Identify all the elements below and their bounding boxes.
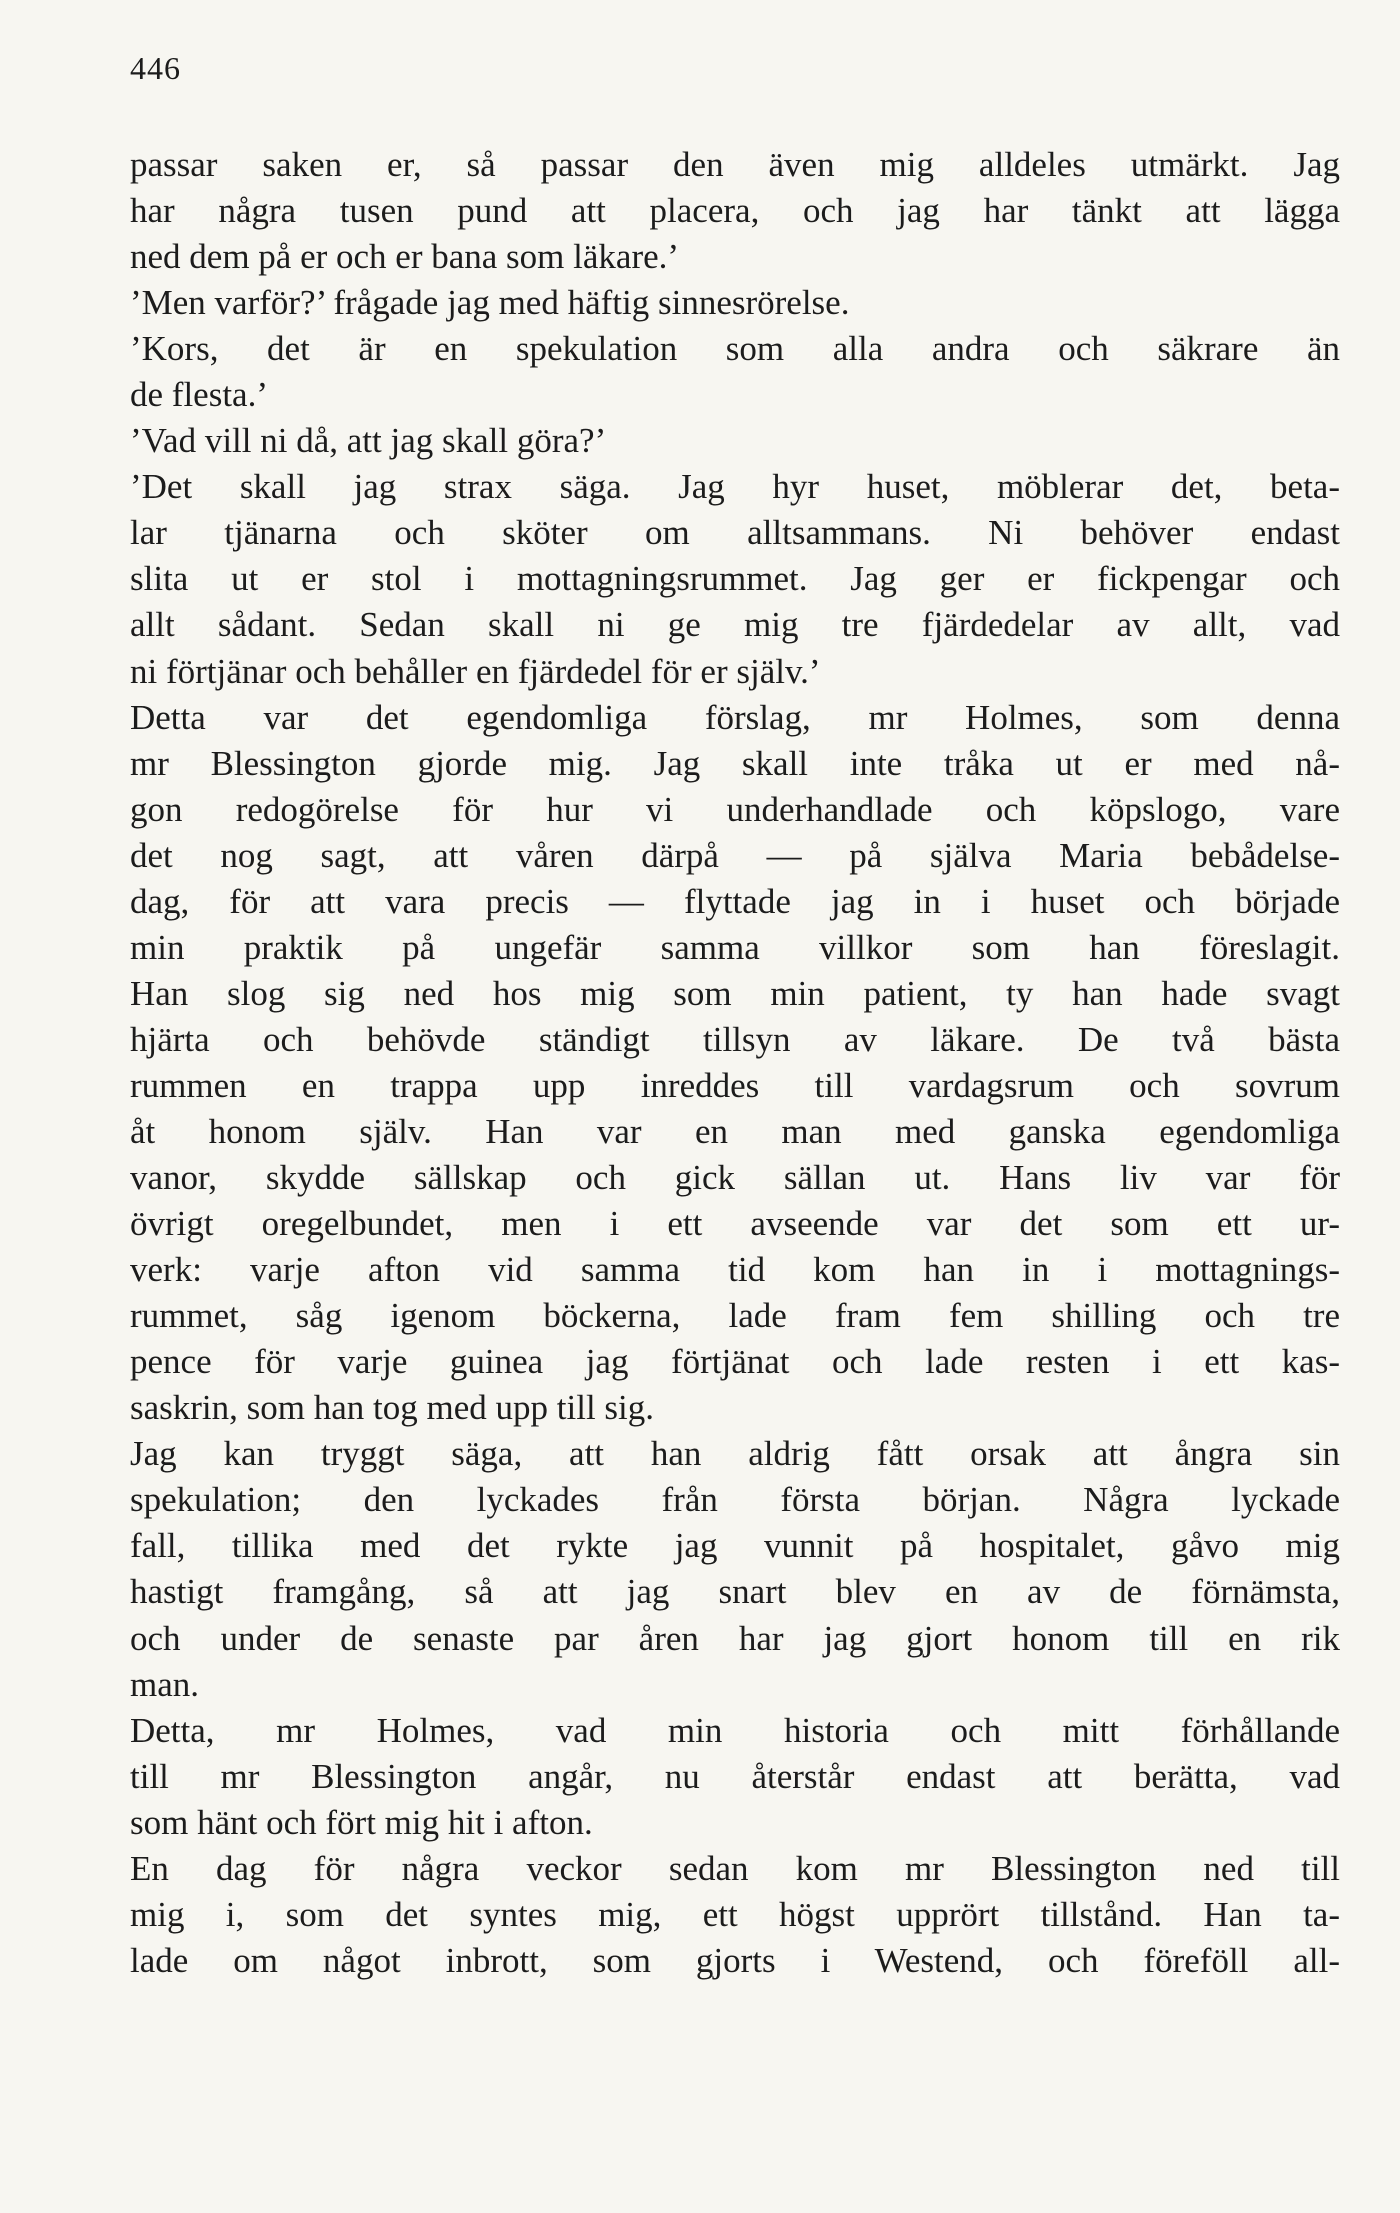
text-line: åt honom själv. Han var en man med ganska egendomliga xyxy=(130,1111,1340,1151)
text-line: mr Blessington gjorde mig. Jag skall inte tråka ut er med nå- xyxy=(130,743,1340,783)
text-line: spekulation; den lyckades från första början. Några lyckade xyxy=(130,1480,1340,1520)
text-line: övrigt oregelbundet, men i ett avseende var det som ett ur- xyxy=(130,1204,1340,1244)
text-line: rummet, såg igenom böckerna, lade fram fem shilling och tre xyxy=(130,1296,1340,1336)
text-line: fall, tillika med det rykte jag vunnit på hospitalet, gåvo mig xyxy=(130,1526,1340,1566)
text-line: har några tusen pund att placera, och jag har tänkt att lägga xyxy=(130,191,1340,231)
text-line: slita ut er stol i mottagningsrummet. Jag ger er fickpengar och xyxy=(130,559,1340,599)
text-line: vanor, skydde sällskap och gick sällan ut. Hans liv var för xyxy=(130,1158,1340,1198)
text-line: Jag kan tryggt säga, att han aldrig fått orsak att ångra sin xyxy=(130,1434,1340,1474)
text-line: ’Vad vill ni då, att jag skall göra?’ xyxy=(130,421,607,461)
text-line: saskrin, som han tog med upp till sig. xyxy=(130,1388,655,1428)
text-line: lade om något inbrott, som gjorts i Westend, och föreföll all- xyxy=(130,1940,1340,1980)
text-line: hjärta och behövde ständigt tillsyn av läkare. De två bästa xyxy=(130,1019,1340,1059)
text-line: verk: varje afton vid samma tid kom han in i mottagnings- xyxy=(130,1250,1340,1290)
text-line: ’Men varför?’ frågade jag med häftig sinnesrörelse. xyxy=(130,283,850,323)
text-line: ’Det skall jag strax säga. Jag hyr huset, möblerar det, beta- xyxy=(130,467,1340,507)
text-line: som hänt och fört mig hit i afton. xyxy=(130,1802,593,1842)
text-line: dag, för att vara precis — flyttade jag in i huset och började xyxy=(130,881,1340,921)
text-line: och under de senaste par åren har jag gjort honom till en rik xyxy=(130,1618,1340,1658)
text-line: till mr Blessington angår, nu återstår endast att berätta, vad xyxy=(130,1756,1340,1796)
text-line: Detta var det egendomliga förslag, mr Holmes, som denna xyxy=(130,697,1340,737)
text-line: det nog sagt, att våren därpå — på själva Maria bebådelse- xyxy=(130,835,1340,875)
text-line: rummen en trappa upp inreddes till vardagsrum och sovrum xyxy=(130,1065,1340,1105)
text-line: ni förtjänar och behåller en fjärdedel för er själv.’ xyxy=(130,651,821,691)
text-line: ’Kors, det är en spekulation som alla andra och säkrare än xyxy=(130,329,1340,369)
text-line: Han slog sig ned hos mig som min patient, ty han hade svagt xyxy=(130,973,1340,1013)
text-line: man. xyxy=(130,1664,200,1704)
text-line: de flesta.’ xyxy=(130,375,268,415)
text-line: passar saken er, så passar den även mig alldeles utmärkt. Jag xyxy=(130,145,1340,184)
text-line: gon redogörelse för hur vi underhandlade och köpslogo, vare xyxy=(130,789,1340,829)
text-line: En dag för några veckor sedan kom mr Blessington ned till xyxy=(130,1848,1340,1888)
text-line: pence för varje guinea jag förtjänat och lade resten i ett kas- xyxy=(130,1342,1340,1382)
text-line: lar tjänarna och sköter om alltsammans. Ni behöver endast xyxy=(130,513,1340,553)
text-line: allt sådant. Sedan skall ni ge mig tre fjärdedelar av allt, vad xyxy=(130,605,1340,645)
page-number: 446 xyxy=(130,50,181,86)
body-text xyxy=(130,142,1340,1984)
text-line: hastigt framgång, så att jag snart blev en av de förnämsta, xyxy=(130,1572,1340,1612)
text-line: min praktik på ungefär samma villkor som han föreslagit. xyxy=(130,927,1340,967)
text-line: mig i, som det syntes mig, ett högst upprört tillstånd. Han ta- xyxy=(130,1894,1340,1934)
text-line: ned dem på er och er bana som läkare.’ xyxy=(130,237,680,277)
text-line: Detta, mr Holmes, vad min historia och mitt förhållande xyxy=(130,1710,1340,1750)
